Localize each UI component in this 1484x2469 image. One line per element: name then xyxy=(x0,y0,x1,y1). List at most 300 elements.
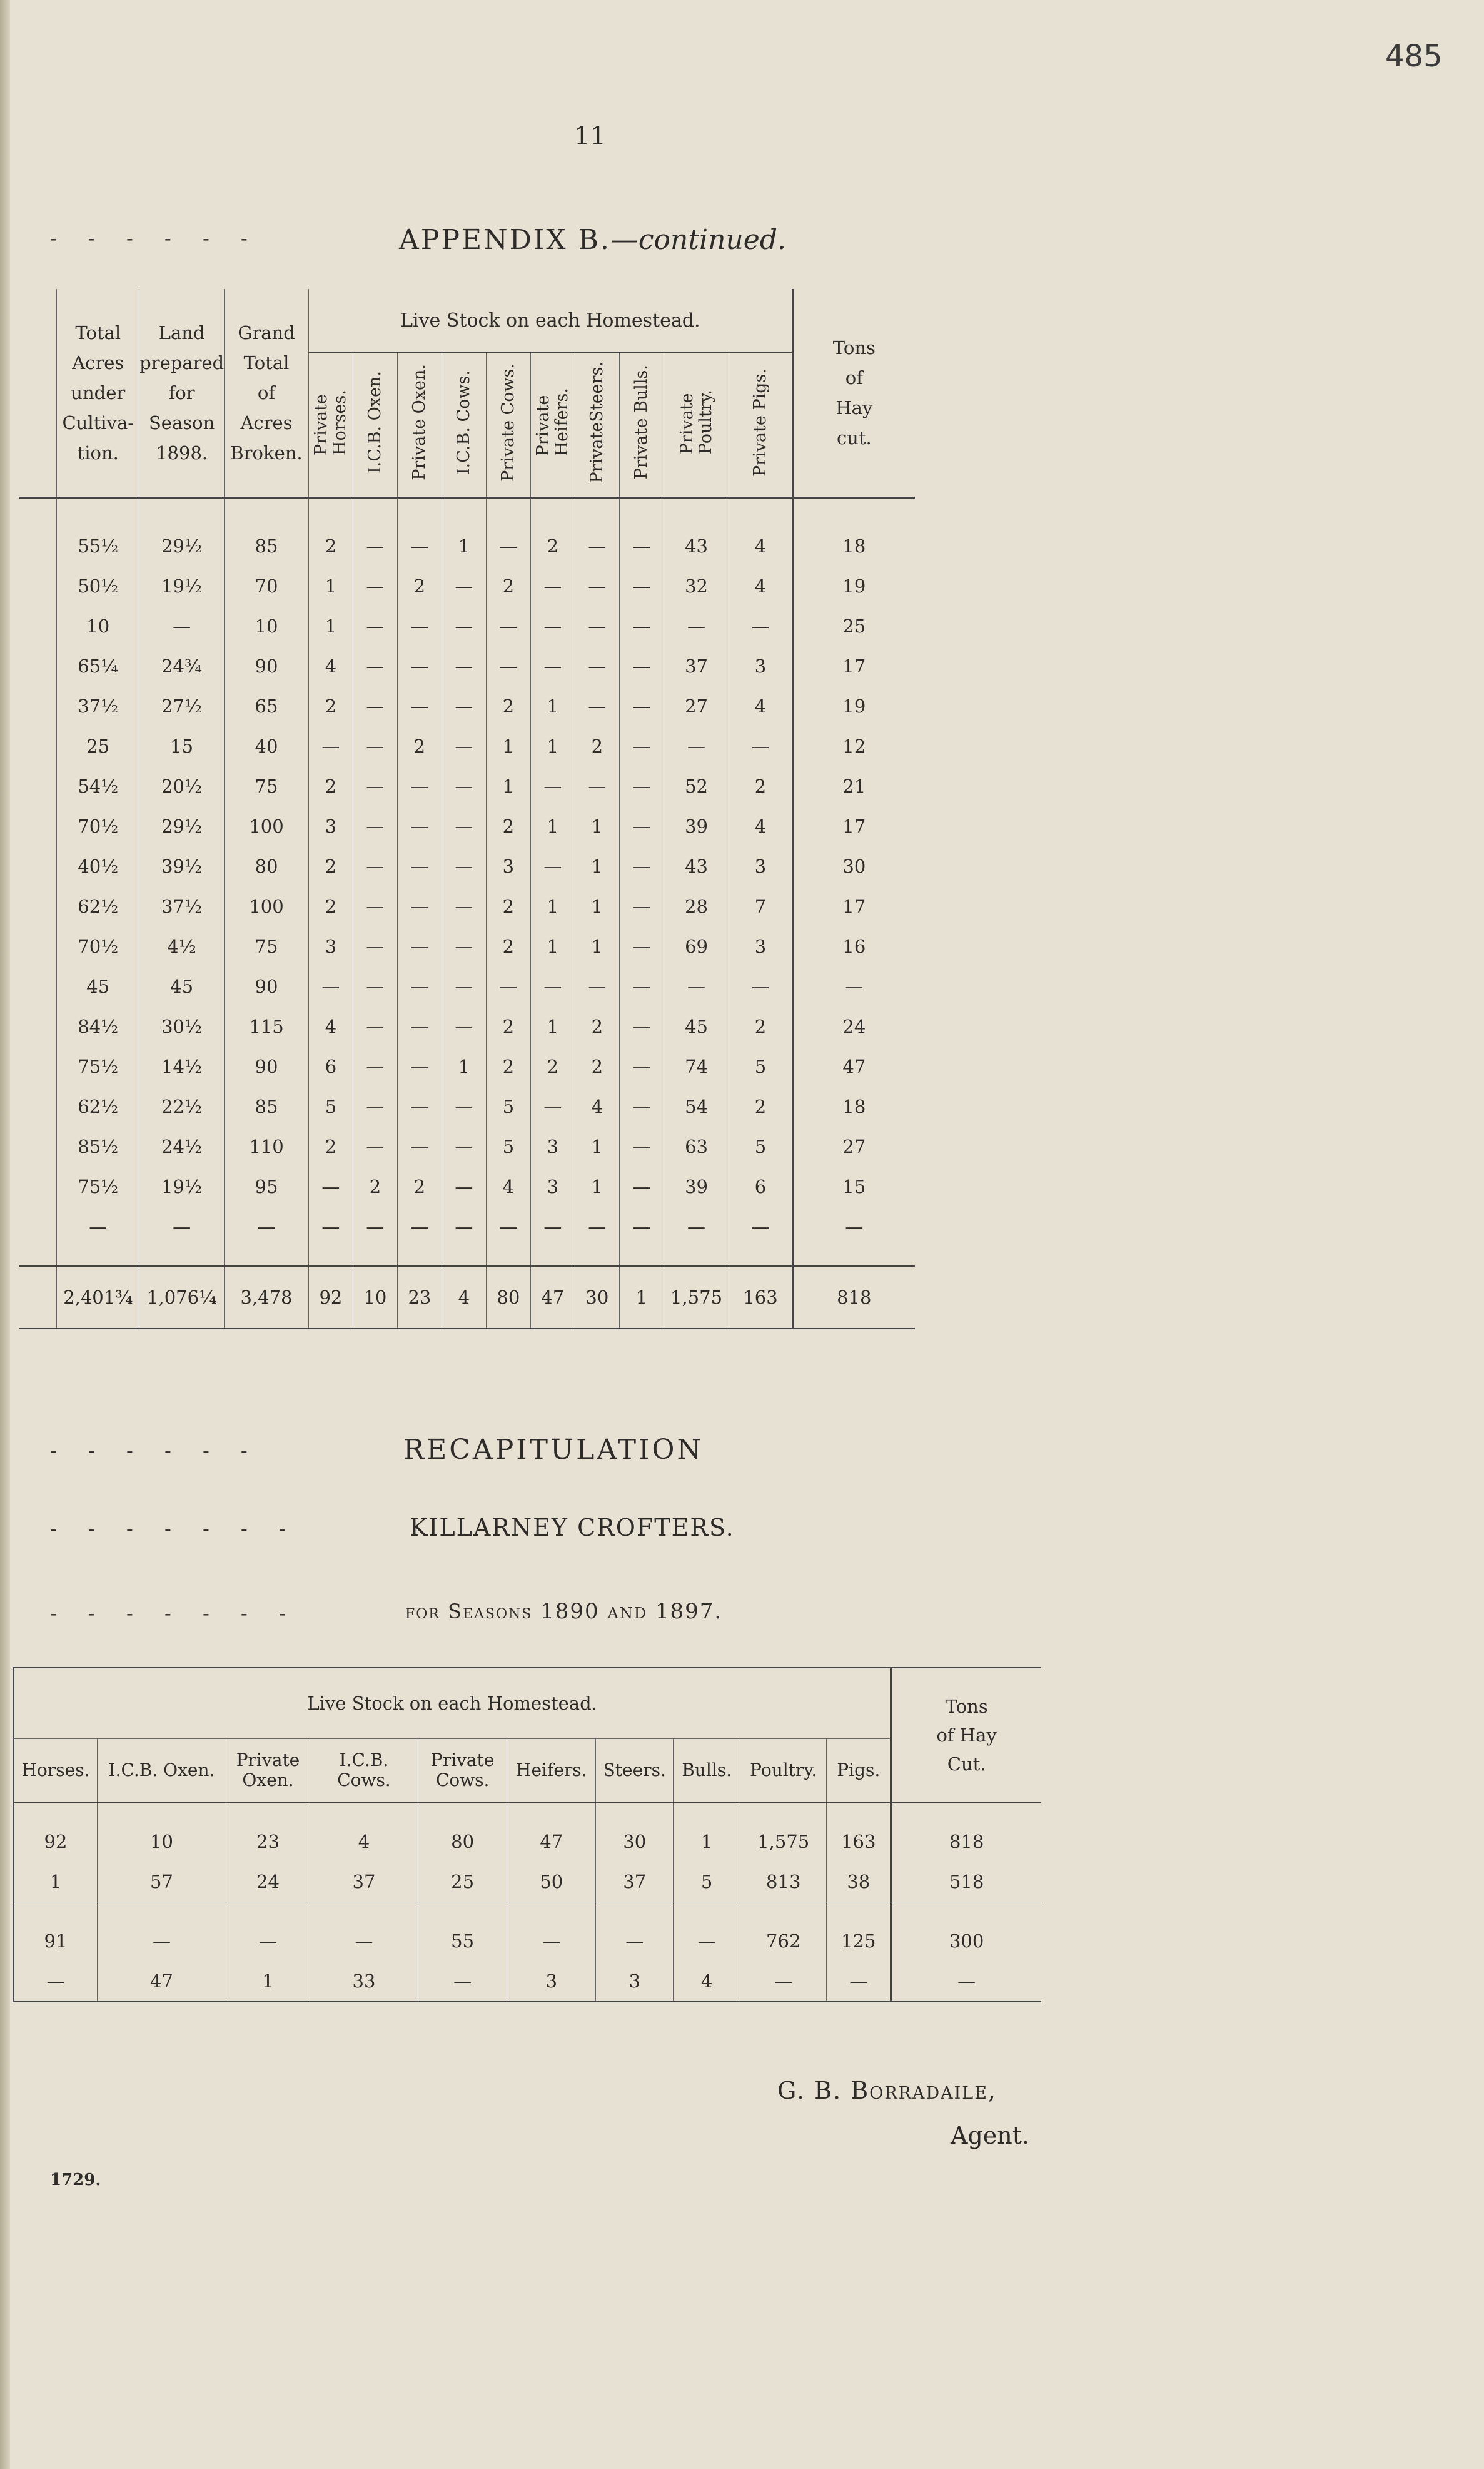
table-cell: 29½ xyxy=(139,498,225,567)
agent-title: Agent. xyxy=(951,2122,1030,2149)
table-cell: 2 xyxy=(530,498,575,567)
total-cell: 3,478 xyxy=(225,1266,309,1329)
table-cell: 125 xyxy=(827,1921,891,1961)
table-row xyxy=(19,566,915,606)
table-cell: 75½ xyxy=(57,1047,139,1087)
table-cell: 1 xyxy=(575,926,619,966)
col-grand-total: Grand Total of Acres Broken. xyxy=(225,289,309,498)
row-lead-cell xyxy=(19,566,57,606)
table-cell: — xyxy=(308,1207,353,1247)
table-cell: 19½ xyxy=(139,566,225,606)
table-cell: — xyxy=(353,1087,397,1127)
table-cell: 3 xyxy=(308,806,353,846)
leader-dashes: - - - - - - xyxy=(50,226,248,250)
table-cell: 39 xyxy=(664,1167,729,1207)
table-cell: 62½ xyxy=(57,1087,139,1127)
table-cell: — xyxy=(397,886,442,926)
table-cell: — xyxy=(353,1127,397,1167)
col-land-prepared: Land prepared for Season 1898. xyxy=(139,289,225,498)
table-cell: 4 xyxy=(729,498,792,567)
table-cell: — xyxy=(397,846,442,886)
table-row xyxy=(19,498,915,567)
col-private-bulls: Private Bulls. xyxy=(619,352,664,498)
table-cell: — xyxy=(729,966,792,1006)
table-cell: 1 xyxy=(530,686,575,726)
table-cell: 1 xyxy=(575,1167,619,1207)
table-cell: — xyxy=(397,498,442,567)
table-row xyxy=(19,726,915,766)
table-cell: — xyxy=(397,766,442,806)
table-cell: 4 xyxy=(729,806,792,846)
table-cell: 75 xyxy=(225,926,309,966)
table-cell: — xyxy=(729,606,792,646)
table-cell: 80 xyxy=(225,846,309,886)
table-cell: 39 xyxy=(664,806,729,846)
table-cell: 3 xyxy=(486,846,530,886)
table-cell: — xyxy=(397,1127,442,1167)
table-row xyxy=(19,1087,915,1127)
table-cell: — xyxy=(664,966,729,1006)
table-cell: — xyxy=(619,566,664,606)
table-cell: — xyxy=(674,1921,740,1961)
table-row xyxy=(19,1006,915,1047)
table-cell: 3 xyxy=(530,1127,575,1167)
seasons-prefix: for Seasons xyxy=(405,1600,533,1623)
appendix-table xyxy=(19,289,915,1329)
col-tons-hay: Tons of Hay cut. xyxy=(792,289,915,498)
table-cell: 37 xyxy=(664,646,729,686)
recap-heading: RECAPITULATION xyxy=(403,1434,704,1466)
table-cell: — xyxy=(530,766,575,806)
table-cell: — xyxy=(596,1921,674,1961)
table-row xyxy=(19,1167,915,1207)
table-cell: — xyxy=(729,726,792,766)
table-cell: 54 xyxy=(664,1087,729,1127)
table-cell: — xyxy=(619,606,664,646)
table-cell: — xyxy=(575,966,619,1006)
table-cell: 27 xyxy=(792,1127,915,1167)
table-cell: — xyxy=(619,1167,664,1207)
table-cell: 2 xyxy=(353,1167,397,1207)
table-cell: 5 xyxy=(729,1047,792,1087)
total-cell: 1 xyxy=(619,1266,664,1329)
total-cell: 23 xyxy=(397,1266,442,1329)
table-cell: — xyxy=(353,646,397,686)
table-cell: 10 xyxy=(57,606,139,646)
table-cell: 1 xyxy=(530,886,575,926)
appendix-continued: —continued. xyxy=(610,224,786,256)
total-cell: 1,575 xyxy=(664,1266,729,1329)
col-total-acres: Total Acres under Cultiva- tion. xyxy=(57,289,139,498)
table-cell: 45 xyxy=(57,966,139,1006)
table-cell: 2 xyxy=(486,1006,530,1047)
table-cell: — xyxy=(486,606,530,646)
live-stock-group-header: Live Stock on each Homestead. xyxy=(308,289,792,352)
table-row xyxy=(19,926,915,966)
table-cell: — xyxy=(353,766,397,806)
table-cell: 4 xyxy=(729,566,792,606)
table-cell: — xyxy=(792,1207,915,1247)
table-cell: — xyxy=(619,966,664,1006)
table-cell: 2 xyxy=(486,1047,530,1087)
table-cell: 3 xyxy=(530,1167,575,1207)
table-cell: 3 xyxy=(729,846,792,886)
recap-col-header: Heifers. xyxy=(507,1739,596,1803)
table-cell: 1 xyxy=(442,1047,486,1087)
table-cell: 90 xyxy=(225,1047,309,1087)
signature-mark: 11 xyxy=(574,122,606,151)
table-cell: — xyxy=(827,1961,891,2002)
table-cell: — xyxy=(619,886,664,926)
table-cell: — xyxy=(97,1921,226,1961)
table-row xyxy=(19,1127,915,1167)
table-cell: — xyxy=(530,1087,575,1127)
total-cell: 1,076¼ xyxy=(139,1266,225,1329)
table-row xyxy=(19,966,915,1006)
row-lead-cell xyxy=(19,1127,57,1167)
table-cell: — xyxy=(664,1207,729,1247)
table-cell: — xyxy=(530,966,575,1006)
table-cell: 50 xyxy=(507,1862,596,1902)
spacer-row xyxy=(14,1902,1042,1922)
table-cell: — xyxy=(619,726,664,766)
table-cell: — xyxy=(442,646,486,686)
table-cell: — xyxy=(619,1087,664,1127)
leader-dashes: - - - - - - - xyxy=(50,1601,286,1625)
table-cell: 43 xyxy=(664,846,729,886)
table-cell: 813 xyxy=(740,1862,827,1902)
table-cell: 1 xyxy=(575,846,619,886)
table-cell: 518 xyxy=(891,1862,1041,1902)
table-cell: 1 xyxy=(530,1006,575,1047)
table-cell: 45 xyxy=(664,1006,729,1047)
table-row xyxy=(19,686,915,726)
table-cell: — xyxy=(397,1047,442,1087)
table-cell: — xyxy=(792,966,915,1006)
seasons-years: 1890 and 1897. xyxy=(540,1599,723,1624)
table-cell: — xyxy=(397,926,442,966)
table-cell: 4 xyxy=(674,1961,740,2002)
table-cell: 29½ xyxy=(139,806,225,846)
table-cell: — xyxy=(14,1961,98,2002)
table-cell: 1 xyxy=(442,498,486,567)
table-cell: 2 xyxy=(530,1047,575,1087)
table-cell: 47 xyxy=(792,1047,915,1087)
row-lead-cell xyxy=(19,498,57,567)
table-cell: 4 xyxy=(308,646,353,686)
recap-col-header: I.C.B. Oxen. xyxy=(97,1739,226,1803)
table-row xyxy=(14,1961,1042,2002)
total-cell: 80 xyxy=(486,1266,530,1329)
table-cell: 19½ xyxy=(139,1167,225,1207)
table-cell: 37½ xyxy=(57,686,139,726)
table-cell: — xyxy=(740,1961,827,2002)
col-private-poultry: Private Poultry. xyxy=(664,352,729,498)
row-lead-cell xyxy=(19,1207,57,1247)
table-cell: 38 xyxy=(827,1862,891,1902)
table-cell: 818 xyxy=(891,1822,1041,1862)
table-cell: 2 xyxy=(575,1047,619,1087)
table-cell: 50½ xyxy=(57,566,139,606)
table-cell: 5 xyxy=(674,1862,740,1902)
table-cell: 2 xyxy=(729,1006,792,1047)
table-cell: 2 xyxy=(486,806,530,846)
table-row xyxy=(14,1822,1042,1862)
recap-col-header: I.C.B. Cows. xyxy=(310,1739,418,1803)
table-cell: — xyxy=(353,846,397,886)
table-cell: — xyxy=(530,1207,575,1247)
table-cell: 14½ xyxy=(139,1047,225,1087)
table-cell: 65 xyxy=(225,686,309,726)
table-cell: 54½ xyxy=(57,766,139,806)
table-cell: 25 xyxy=(418,1862,507,1902)
table-cell: — xyxy=(442,766,486,806)
row-lead-cell xyxy=(19,846,57,886)
appendix-title: APPENDIX B. xyxy=(399,224,611,256)
table-row xyxy=(19,886,915,926)
table-cell: — xyxy=(619,1006,664,1047)
table-cell: 300 xyxy=(891,1921,1041,1961)
table-cell: — xyxy=(442,1006,486,1047)
table-cell: 25 xyxy=(792,606,915,646)
row-lead-cell xyxy=(19,926,57,966)
table-cell: 1 xyxy=(486,766,530,806)
print-code: 1729. xyxy=(50,2171,101,2189)
row-lead-cell xyxy=(19,686,57,726)
table-cell: 18 xyxy=(792,498,915,567)
recap-table xyxy=(13,1667,1041,2002)
row-lead-cell xyxy=(19,806,57,846)
table-cell: 18 xyxy=(792,1087,915,1127)
table-cell: 2 xyxy=(397,566,442,606)
table-row xyxy=(19,1207,915,1247)
table-cell: 100 xyxy=(225,886,309,926)
recap-col-header: Private Oxen. xyxy=(226,1739,310,1803)
total-cell: 92 xyxy=(308,1266,353,1329)
table-cell: 32 xyxy=(664,566,729,606)
table-row xyxy=(19,606,915,646)
table-cell: 110 xyxy=(225,1127,309,1167)
table-cell: 27½ xyxy=(139,686,225,726)
table-cell: 90 xyxy=(225,966,309,1006)
table-cell: — xyxy=(397,1207,442,1247)
table-cell: 45 xyxy=(139,966,225,1006)
table-cell: — xyxy=(308,966,353,1006)
table-cell: — xyxy=(353,1047,397,1087)
table-row xyxy=(14,1921,1042,1961)
table-cell: 21 xyxy=(792,766,915,806)
book-spine-edge xyxy=(0,0,10,2469)
table-cell: 39½ xyxy=(139,846,225,886)
row-lead-cell xyxy=(19,1167,57,1207)
leader-dashes: - - - - - - - xyxy=(50,1517,286,1541)
table-row xyxy=(14,1862,1042,1902)
table-cell: 92 xyxy=(14,1822,98,1862)
totals-row xyxy=(19,1266,915,1329)
table-cell: 163 xyxy=(827,1822,891,1862)
table-cell: 1 xyxy=(530,926,575,966)
table-cell: — xyxy=(442,606,486,646)
col-private-cows: Private Cows. xyxy=(486,352,530,498)
table-cell: 24¾ xyxy=(139,646,225,686)
row-lead-cell xyxy=(19,606,57,646)
row-lead-cell xyxy=(19,726,57,766)
table-cell: — xyxy=(353,726,397,766)
table-cell: 4 xyxy=(310,1822,418,1862)
recap-live-stock-header: Live Stock on each Homestead. xyxy=(14,1668,891,1739)
table-row xyxy=(19,646,915,686)
table-cell: 5 xyxy=(308,1087,353,1127)
table-cell: 2 xyxy=(729,766,792,806)
table-cell: — xyxy=(530,606,575,646)
table-cell: — xyxy=(507,1921,596,1961)
total-cell: 30 xyxy=(575,1266,619,1329)
table-cell: — xyxy=(575,766,619,806)
table-cell: — xyxy=(619,498,664,567)
table-cell: 40 xyxy=(225,726,309,766)
table-cell: 2 xyxy=(486,686,530,726)
table-cell: 75 xyxy=(225,766,309,806)
table-cell: — xyxy=(530,846,575,886)
table-cell: — xyxy=(442,1087,486,1127)
table-cell: 100 xyxy=(225,806,309,846)
recap-col-header: Steers. xyxy=(596,1739,674,1803)
spacer-row xyxy=(14,1802,1042,1822)
table-cell: 37½ xyxy=(139,886,225,926)
table-cell: — xyxy=(353,1207,397,1247)
table-cell: 1 xyxy=(14,1862,98,1902)
table-cell: 15 xyxy=(792,1167,915,1207)
table-cell: — xyxy=(310,1921,418,1961)
recap-col-header: Pigs. xyxy=(827,1739,891,1803)
table-cell: 47 xyxy=(97,1961,226,2002)
table-cell: 90 xyxy=(225,646,309,686)
table-cell: 85 xyxy=(225,1087,309,1127)
table-cell: — xyxy=(397,1006,442,1047)
total-cell: 818 xyxy=(792,1266,915,1329)
table-cell: 84½ xyxy=(57,1006,139,1047)
table-cell: 28 xyxy=(664,886,729,926)
table-cell: — xyxy=(442,1127,486,1167)
table-cell: — xyxy=(575,498,619,567)
table-cell: 10 xyxy=(97,1822,226,1862)
table-cell: 1 xyxy=(575,1127,619,1167)
table-cell: — xyxy=(397,606,442,646)
table-cell: — xyxy=(353,966,397,1006)
table-cell: — xyxy=(575,646,619,686)
table-cell: — xyxy=(442,806,486,846)
table-cell: 63 xyxy=(664,1127,729,1167)
table-cell: — xyxy=(619,686,664,726)
table-cell: — xyxy=(891,1961,1041,2002)
table-cell: — xyxy=(575,566,619,606)
appendix-heading xyxy=(399,224,786,256)
recap-seasons xyxy=(405,1599,722,1624)
col-icb-oxen: I.C.B. Oxen. xyxy=(353,352,397,498)
table-cell: 37 xyxy=(596,1862,674,1902)
table-cell: 85 xyxy=(225,498,309,567)
table-cell: 70½ xyxy=(57,806,139,846)
table-cell: — xyxy=(530,566,575,606)
table-cell: 6 xyxy=(308,1047,353,1087)
total-cell: 2,401¾ xyxy=(57,1266,139,1329)
table-cell: — xyxy=(486,498,530,567)
col-private-heifers: Private Heifers. xyxy=(530,352,575,498)
table-cell: 2 xyxy=(308,498,353,567)
table-cell: 47 xyxy=(507,1822,596,1862)
table-cell: 2 xyxy=(397,1167,442,1207)
table-cell: — xyxy=(442,886,486,926)
table-cell: 1 xyxy=(226,1961,310,2002)
table-cell: 762 xyxy=(740,1921,827,1961)
table-cell: 74 xyxy=(664,1047,729,1087)
table-cell: — xyxy=(397,806,442,846)
recap-col-header: Poultry. xyxy=(740,1739,827,1803)
table-cell: — xyxy=(308,1167,353,1207)
table-cell: 1 xyxy=(674,1822,740,1862)
table-cell: 95 xyxy=(225,1167,309,1207)
table-cell: — xyxy=(57,1207,139,1247)
table-cell: — xyxy=(575,1207,619,1247)
table-cell: — xyxy=(353,606,397,646)
table-cell: — xyxy=(619,1047,664,1087)
table-cell: — xyxy=(225,1207,309,1247)
table-cell: — xyxy=(442,726,486,766)
table-cell: 16 xyxy=(792,926,915,966)
table-cell: — xyxy=(226,1921,310,1961)
table-cell: 4 xyxy=(729,686,792,726)
col-private-pigs: Private Pigs. xyxy=(729,352,792,498)
table-cell: 5 xyxy=(486,1127,530,1167)
table-cell: 2 xyxy=(729,1087,792,1127)
table-cell: 115 xyxy=(225,1006,309,1047)
table-cell: — xyxy=(486,646,530,686)
table-cell: 2 xyxy=(486,566,530,606)
table-cell: 43 xyxy=(664,498,729,567)
total-cell: 163 xyxy=(729,1266,792,1329)
table-cell: 2 xyxy=(308,686,353,726)
table-cell: — xyxy=(353,806,397,846)
table-cell: 40½ xyxy=(57,846,139,886)
table-cell: — xyxy=(353,498,397,567)
table-cell: 55½ xyxy=(57,498,139,567)
table-row xyxy=(19,766,915,806)
table-cell: — xyxy=(353,566,397,606)
table-cell: 3 xyxy=(729,646,792,686)
table-cell: 1 xyxy=(530,806,575,846)
table-cell: 4½ xyxy=(139,926,225,966)
recap-col-header: Private Cows. xyxy=(418,1739,507,1803)
table-cell: 52 xyxy=(664,766,729,806)
table-cell: — xyxy=(530,646,575,686)
table-cell: — xyxy=(729,1207,792,1247)
table-cell: — xyxy=(619,766,664,806)
table-cell: 24 xyxy=(226,1862,310,1902)
recap-body xyxy=(14,1802,1042,2002)
table-cell: — xyxy=(442,846,486,886)
row-lead-cell xyxy=(19,886,57,926)
table-cell: 17 xyxy=(792,886,915,926)
table-cell: — xyxy=(397,646,442,686)
table-cell: 91 xyxy=(14,1921,98,1961)
table-cell: — xyxy=(442,926,486,966)
table-cell: 4 xyxy=(575,1087,619,1127)
table-cell: 19 xyxy=(792,686,915,726)
table-cell: 2 xyxy=(486,886,530,926)
table-cell: 15 xyxy=(139,726,225,766)
row-lead-cell xyxy=(19,966,57,1006)
table-row xyxy=(19,846,915,886)
